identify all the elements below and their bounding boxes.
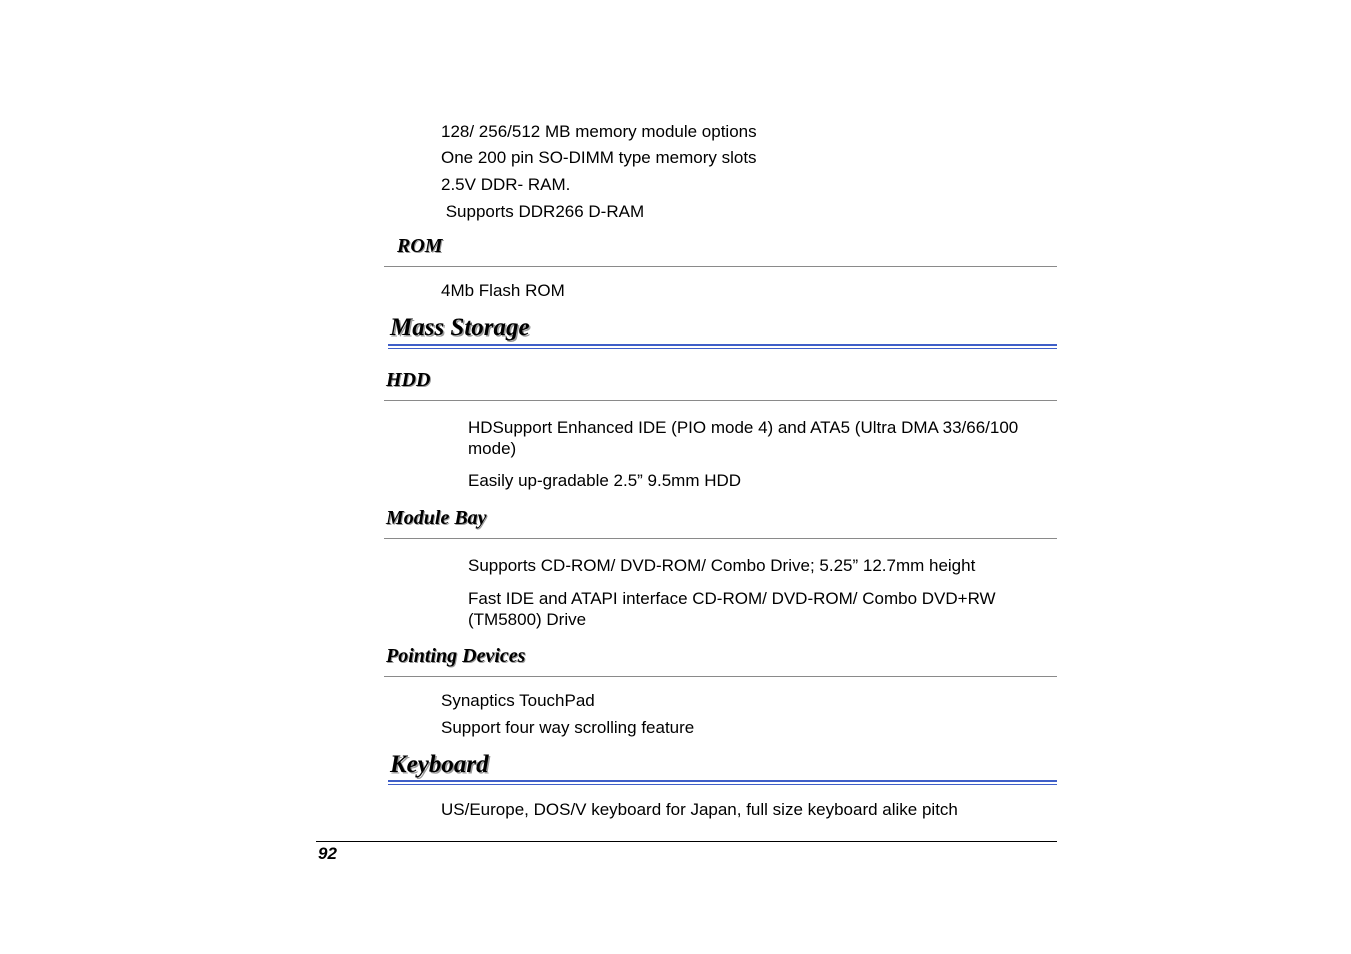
memory-options-text: 128/ 256/512 MB memory module options bbox=[441, 122, 757, 141]
mass-storage-heading: Mass Storage bbox=[390, 314, 530, 341]
pointing-devices-divider bbox=[384, 676, 1057, 677]
touchpad-text: Synaptics TouchPad bbox=[441, 691, 595, 710]
hdd-interface-text: HDSupport Enhanced IDE (PIO mode 4) and ATA5 (Ultra DMA 33/66/100 mode) bbox=[468, 418, 1019, 458]
scrolling-feature-text: Support four way scrolling feature bbox=[441, 718, 695, 737]
rom-divider bbox=[384, 266, 1057, 267]
module-bay-heading: Module Bay bbox=[386, 507, 487, 529]
rom-flash-text: 4Mb Flash ROM bbox=[441, 281, 565, 300]
keyboard-heading: Keyboard bbox=[390, 751, 489, 778]
module-bay-interface-text: Fast IDE and ATAPI interface CD-ROM/ DVD-ROM/ Combo DVD+RW (TM5800) Drive bbox=[468, 589, 996, 629]
memory-slots-text: One 200 pin SO-DIMM type memory slots bbox=[441, 148, 757, 167]
footer-divider bbox=[316, 841, 1057, 842]
memory-supports-text: Supports DDR266 D-RAM bbox=[441, 202, 645, 221]
module-bay-divider bbox=[384, 538, 1057, 539]
memory-voltage-text: 2.5V DDR- RAM. bbox=[441, 175, 571, 194]
hdd-upgradable-text: Easily up-gradable 2.5” 9.5mm HDD bbox=[468, 471, 742, 490]
keyboard-divider bbox=[388, 780, 1057, 785]
pointing-devices-heading: Pointing Devices bbox=[386, 645, 526, 667]
keyboard-layout-text: US/Europe, DOS/V keyboard for Japan, full size keyboard alike pitch bbox=[441, 800, 958, 819]
hdd-divider bbox=[384, 400, 1057, 401]
hdd-heading: HDD bbox=[386, 369, 431, 391]
rom-heading: ROM bbox=[397, 235, 443, 257]
module-bay-drive-support-text: Supports CD-ROM/ DVD-ROM/ Combo Drive; 5.25” 12.7mm height bbox=[468, 556, 976, 575]
page-number: 92 bbox=[318, 844, 337, 863]
mass-storage-divider bbox=[388, 344, 1057, 349]
